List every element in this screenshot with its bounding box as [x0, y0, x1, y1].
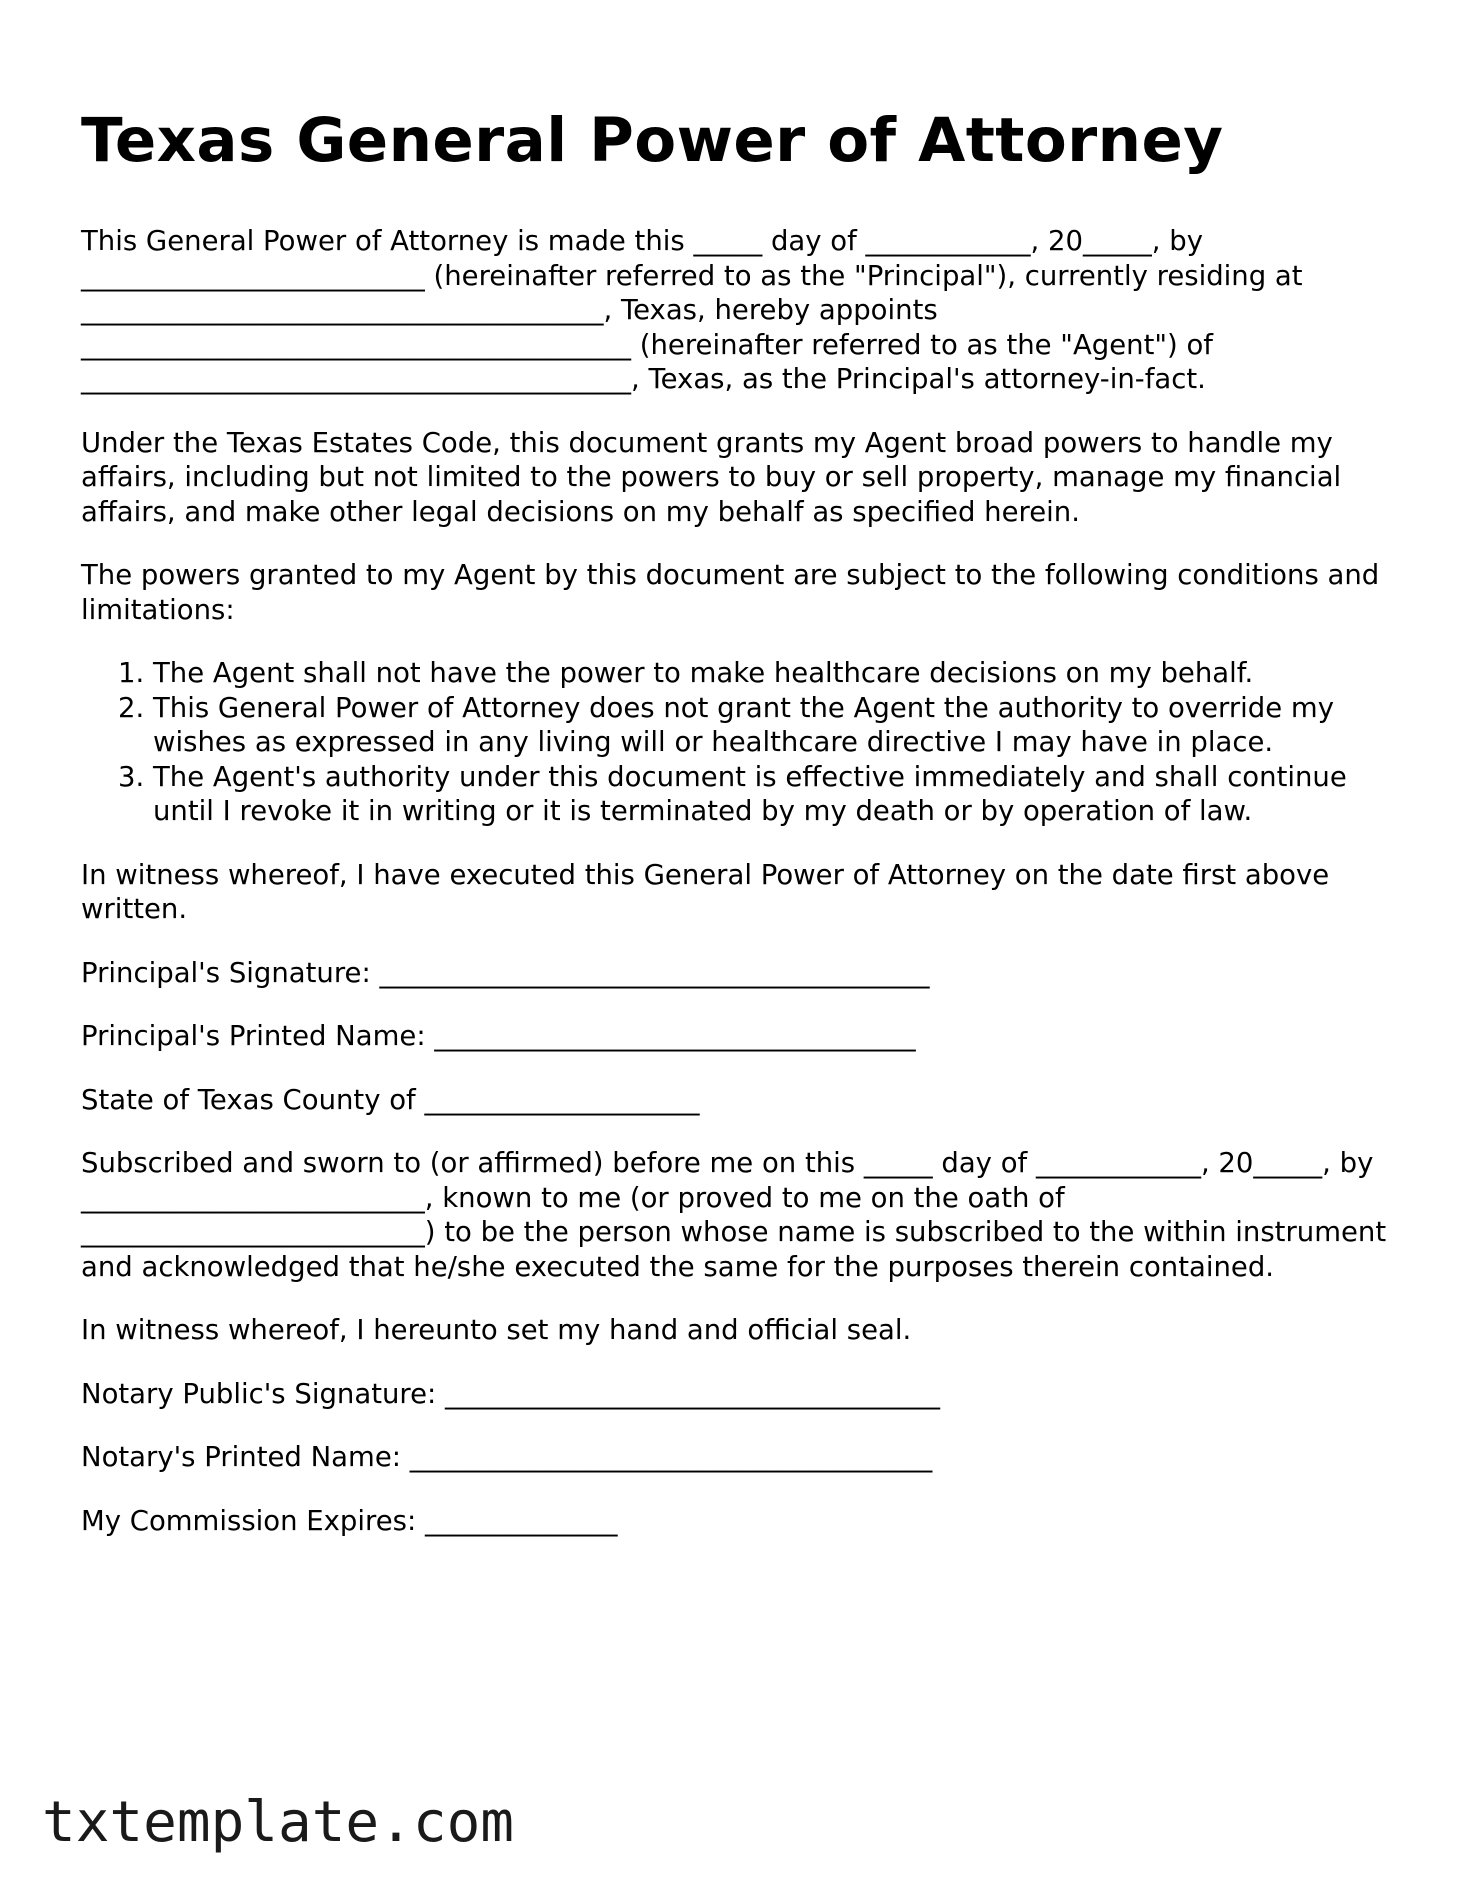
- principal-printed-name-line: Principal's Printed Name: ___________________________________: [81, 1020, 916, 1052]
- notary-printed-name-line: Notary's Printed Name: ______________________________________: [81, 1441, 933, 1473]
- commission-expires-line: My Commission Expires: ______________: [81, 1504, 618, 1537]
- document-title: Texas General Power of Attorney: [81, 105, 1224, 176]
- document-page: [81, 98, 1401, 1567]
- intro-paragraph: This General Power of Attorney is made this _____ day of ____________, 20_____, by _________________________ (hereinafter referred to as the "Principal"), currently residing at ______________________________________, Texas, hereby appoints ________________________________________ (hereinafter referred to as the "Agent") of ________________________________________, Texas, as the Principal's attorney-in-fact.: [81, 225, 1303, 395]
- condition-item: 3. The Agent's authority under this document is effective immediately and shall continue until I revoke it in writing or it is terminated by my death or by operation of law.: [153, 760, 1401, 829]
- condition-item: 1. The Agent shall not have the power to make healthcare decisions on my behalf.: [153, 656, 1401, 691]
- powers-paragraph: Under the Texas Estates Code, this document grants my Agent broad powers to handle my affairs, including but not limited to the powers to buy or sell property, manage my financial affairs, and make other legal decisions on my behalf as specified herein.: [81, 426, 1342, 528]
- site-watermark: txtemplate.com: [42, 1790, 515, 1855]
- county-line: State of Texas County of ____________________: [81, 1083, 700, 1116]
- witness-statement: In witness whereof, I have executed this General Power of Attorney on the date first above written.: [81, 858, 1330, 925]
- conditions-intro: The powers granted to my Agent by this document are subject to the following conditions and limitations:: [81, 559, 1380, 626]
- notary-paragraph: Subscribed and sworn to (or affirmed) before me on this _____ day of ____________, 20_____, by _________________________, known to me (or proved to me on the oath of _________________________) to be the person whose name is subscribed to the within instrument and acknowledged that he/she executed the same for the purposes therein contained.: [81, 1147, 1387, 1283]
- principal-signature-line: Principal's Signature: ________________________________________: [81, 956, 930, 989]
- conditions-list: [81, 656, 1401, 829]
- condition-item: 2. This General Power of Attorney does not grant the Agent the authority to override my wishes as expressed in any living will or healthcare directive I may have in place.: [153, 691, 1401, 760]
- notary-witness-statement: In witness whereof, I hereunto set my hand and official seal.: [81, 1314, 912, 1346]
- notary-signature-line: Notary Public's Signature: ____________________________________: [81, 1377, 941, 1410]
